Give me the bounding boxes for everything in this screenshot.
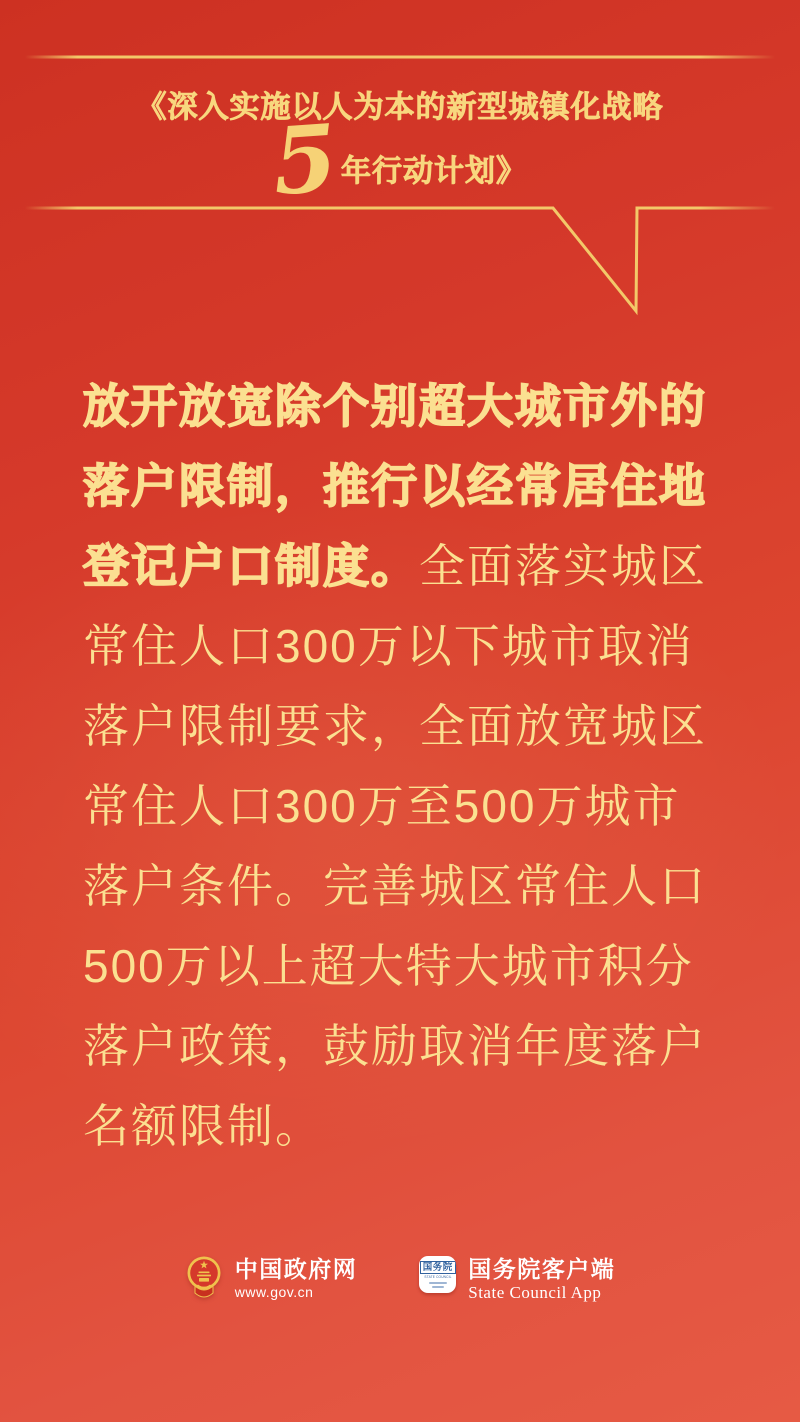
- app-name: 国务院客户端: [468, 1256, 616, 1282]
- body-line: [83, 366, 707, 446]
- state-council-app-group: [419, 1254, 615, 1302]
- body-line: [83, 446, 707, 526]
- poster-title-line1: 《深入实施以人为本的新型城镇化战略: [136, 91, 664, 124]
- body-text: [83, 366, 707, 1166]
- body-line: [83, 526, 707, 606]
- gov-site-url: www.gov.cn: [234, 1284, 314, 1300]
- body-segment: 全面落实城区: [419, 540, 707, 592]
- body-segment-emphasis: 放开放宽除个别超大城市外的: [83, 380, 707, 432]
- gov-site-name: 中国政府网: [234, 1256, 358, 1282]
- body-line: [83, 1006, 707, 1086]
- big-numeral-5: 5: [269, 103, 341, 217]
- body-line: [83, 846, 707, 926]
- app-icon-decorative-bar: [429, 1282, 447, 1284]
- footer: [0, 1254, 800, 1302]
- body-segment: 500万以上超大特大城市积分: [83, 940, 694, 992]
- gov-site-texts: [235, 1256, 358, 1301]
- body-segment-emphasis: 落户限制，推行以经常居住地: [83, 460, 707, 512]
- body-segment: 落户政策，鼓励取消年度落户: [83, 1020, 707, 1072]
- body-line: [83, 686, 707, 766]
- gov-site-logo-group: [185, 1254, 358, 1301]
- body-segment: 名额限制。: [83, 1100, 323, 1152]
- app-icon-label: 国务院: [420, 1261, 456, 1274]
- body-line: [83, 606, 707, 686]
- app-subtitle: State Council App: [468, 1283, 602, 1302]
- poster-title-line2: 年行动计划》: [341, 155, 527, 188]
- china-national-emblem-icon: [185, 1254, 223, 1300]
- state-council-app-icon: [419, 1256, 456, 1293]
- app-texts: [468, 1256, 615, 1302]
- body-line: [83, 926, 707, 1006]
- app-icon-sublabel: STATE COUNCIL: [424, 1274, 452, 1279]
- body-segment-emphasis: 登记户口制度。: [83, 540, 419, 592]
- body-segment: 常住人口300万以下城市取消: [83, 620, 694, 672]
- app-icon-decorative-bar: [432, 1286, 444, 1288]
- body-segment: 落户限制要求，全面放宽城区: [83, 700, 707, 752]
- speech-bubble-tail-line: [25, 208, 775, 311]
- body-segment: 落户条件。完善城区常住人口: [83, 860, 707, 912]
- body-line: [83, 1086, 707, 1166]
- body-line: [83, 766, 707, 846]
- body-segment: 常住人口300万至500万城市: [83, 780, 681, 832]
